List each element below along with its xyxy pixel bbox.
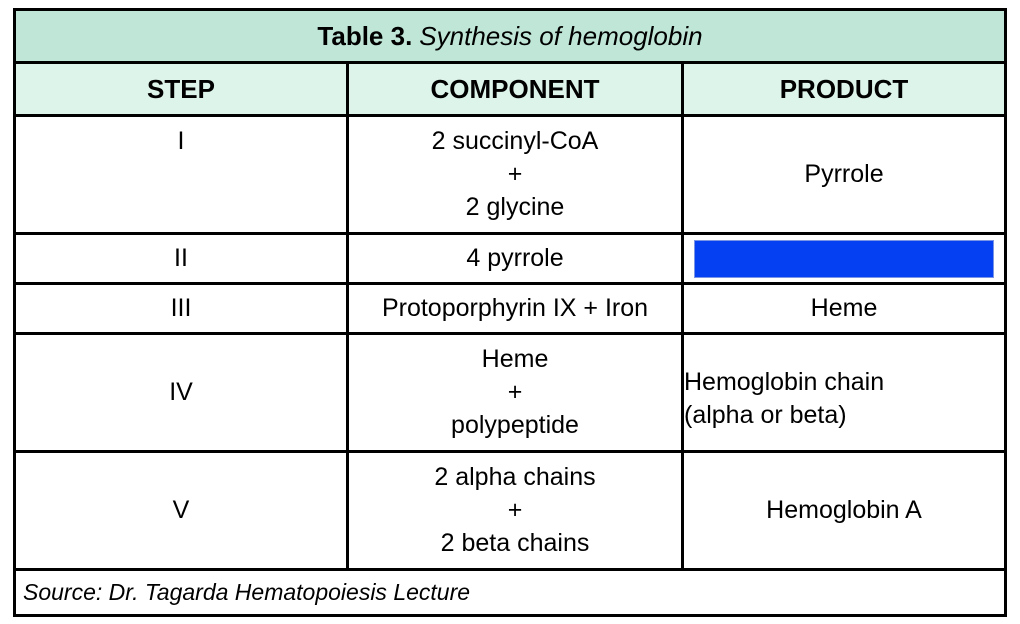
redacted-answer-block: [694, 240, 994, 278]
component-cell: [349, 453, 684, 568]
table-row: [16, 285, 1004, 335]
column-header-step: STEP: [16, 64, 349, 114]
table-number: Table 3.: [317, 20, 413, 51]
step-cell: III: [16, 285, 349, 332]
table-row: [16, 453, 1004, 571]
step-cell: V: [16, 453, 349, 568]
product-line: Heme: [810, 294, 878, 322]
step-cell: II: [16, 235, 349, 282]
product-line: Hemoglobin A: [766, 496, 922, 524]
component-cell: [349, 335, 684, 450]
table-title: [16, 11, 1004, 64]
component-line: 2 glycine: [465, 193, 565, 221]
component-line: +: [507, 496, 523, 524]
component-line: Heme: [481, 345, 549, 373]
component-line: +: [507, 378, 523, 406]
hemoglobin-synthesis-table: [13, 8, 1007, 617]
product-line: Pyrrole: [804, 160, 884, 188]
table-row: [16, 117, 1004, 235]
column-header-product: PRODUCT: [779, 73, 909, 104]
step-cell: IV: [16, 335, 349, 450]
component-line: 4 pyrrole: [466, 244, 564, 272]
table-row: [16, 335, 1004, 453]
component-line: 2 succinyl-CoA: [431, 127, 599, 155]
table-caption: Synthesis of hemoglobin: [419, 20, 703, 51]
product-cell: [684, 235, 1004, 282]
component-line: 2 beta chains: [440, 529, 590, 557]
product-cell: [684, 335, 1004, 450]
component-cell: [349, 235, 684, 282]
component-line: polypeptide: [451, 411, 579, 439]
component-line: +: [507, 160, 523, 188]
component-line: Protoporphyrin IX + Iron: [381, 294, 649, 322]
step-cell: I: [16, 117, 349, 232]
product-cell: [684, 117, 1004, 232]
product-line: (alpha or beta): [684, 400, 847, 429]
product-cell: [684, 453, 1004, 568]
component-line: 2 alpha chains: [434, 463, 596, 491]
product-cell: [684, 285, 1004, 332]
column-header-row: [16, 64, 1004, 117]
source-note: Source: Dr. Tagarda Hematopoiesis Lecture: [23, 579, 471, 605]
product-line: Hemoglobin chain: [684, 367, 885, 396]
component-cell: [349, 117, 684, 232]
component-cell: [349, 285, 684, 332]
table-row: [16, 235, 1004, 285]
column-header-component: COMPONENT: [349, 64, 684, 114]
